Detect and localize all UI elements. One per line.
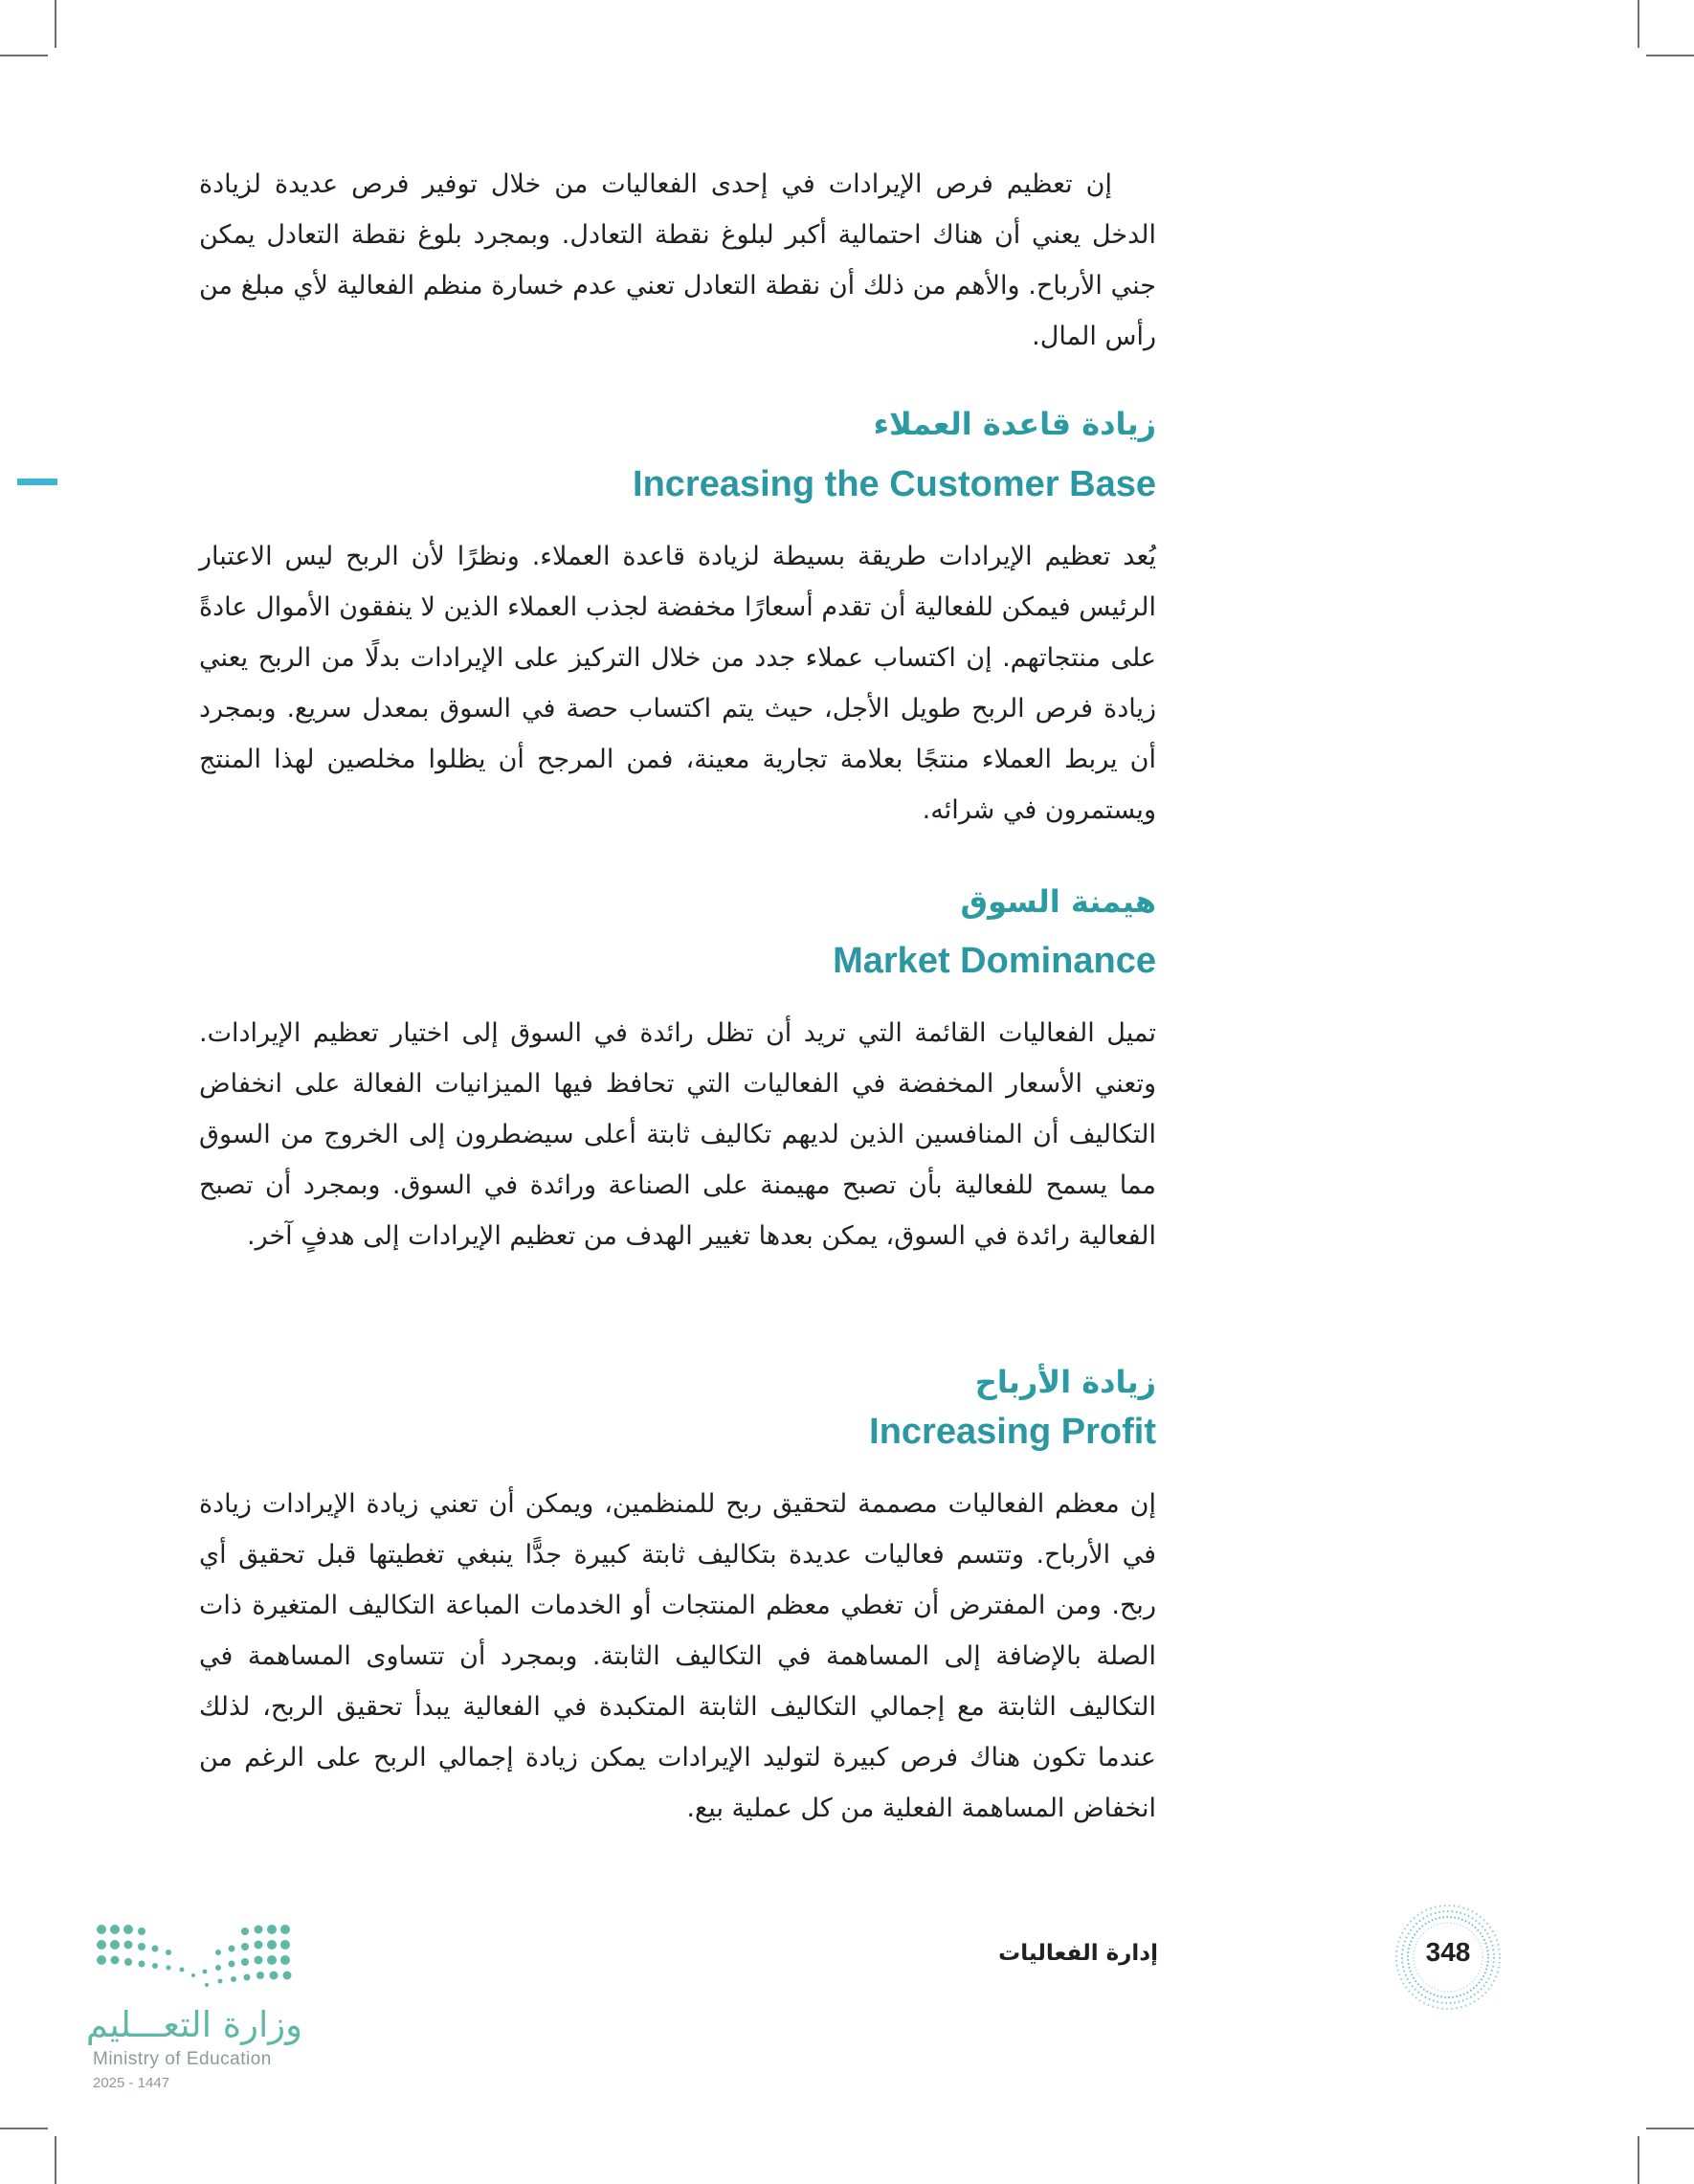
section-paragraph-increasing-profit: إن معظم الفعاليات مصممة لتحقيق ربح للمنظمين، ويمكن أن تعني زيادة الإيرادات زيادة في الأرباح. وتتسم فعاليات عديدة بتكاليف ثابتة كبيرة جدًّا ينبغي تغطيتها قبل تحقيق أي ربح. ومن المفترض أن تغطي معظم المنتجات أو الخدمات المباعة التكاليف المتغيرة ذات الصلة بالإضافة إلى المساهمة في التكاليف الثابتة. وبمجرد أن تتساوى المساهمة في التكاليف الثابتة مع إجمالي التكاليف الثابتة المتكبدة في الفعالية يبدأ تحقيق الربح، لذلك عندما تكون هناك فرص كبيرة لتوليد الإيرادات يمكن زيادة إجمالي الربح على الرغم من انخفاض المساهمة الفعلية من كل عملية بيع.	[199, 1489, 1156, 1823]
page-number: 348	[1425, 1937, 1471, 1967]
ministry-name-ar: وزارة التعـــليم	[85, 2004, 302, 2045]
ministry-name-en: Ministry of Education	[93, 2049, 272, 2069]
section-heading-en-customer-base: Increasing the Customer Base	[633, 464, 1156, 504]
ministry-logo-icon	[92, 1914, 302, 2002]
section-heading-ar-increasing-profit: زيادة الأرباح	[974, 1364, 1156, 1400]
section-heading-en-market-dominance: Market Dominance	[833, 941, 1156, 981]
intro-paragraph: إن تعظيم فرص الإيرادات في إحدى الفعاليات من خلال توفير فرص عديدة لزيادة الدخل يعني أن هناك احتمالية أكبر لبلوغ نقطة التعادل. وبمجرد بلوغ نقطة التعادل يمكن جني الأرباح. والأهم من ذلك أن نقطة التعادل تعني عدم خسارة منظم الفعالية لأي مبلغ من رأس المال.	[199, 169, 1156, 351]
section-heading-en-increasing-profit: Increasing Profit	[869, 1412, 1156, 1452]
section-heading-ar-market-dominance: هيمنة السوق	[960, 883, 1156, 920]
section-heading-ar-customer-base: زيادة قاعدة العملاء	[873, 406, 1156, 442]
book-title: إدارة الفعاليات	[998, 1941, 1158, 1966]
section-market-dominance	[199, 1008, 1156, 1261]
crop-mark-top-left-h	[0, 55, 48, 56]
academic-year: 2025 - 1447	[93, 2075, 170, 2091]
section-paragraph-customer-base: يُعد تعظيم الإيرادات طريقة بسيطة لزيادة قاعدة العملاء. ونظرًا لأن الربح ليس الاعتبار الرئيس فيمكن للفعالية أن تقدم أسعارًا مخفضة لجذب العملاء الذين لا ينفقون الأموال عادةً على منتجاتهم. إن اكتساب عملاء جدد من خلال التركيز على الإيرادات بدلًا من الربح يعني زيادة فرص الربح طويل الأجل، حيث يتم اكتساب حصة في السوق بمعدل سريع. وبمجرد أن يربط العملاء منتجًا بعلامة تجارية معينة، فمن المرجح أن يظلوا مخلصين لهذا المنتج ويستمرون في شرائه.	[199, 542, 1156, 825]
crop-mark-top-left-v	[55, 0, 56, 48]
crop-mark-bottom-right-v	[1638, 2136, 1639, 2184]
crop-mark-top-right-v	[1638, 0, 1639, 48]
section-increasing-profit	[199, 1479, 1156, 1834]
crop-mark-bottom-right-h	[1646, 2128, 1694, 2129]
crop-mark-bottom-left-v	[55, 2136, 56, 2184]
intro-block	[199, 159, 1156, 362]
section-customer-base	[199, 531, 1156, 836]
crop-mark-bottom-left-h	[0, 2128, 48, 2129]
crop-mark-top-right-h	[1646, 55, 1694, 56]
section-paragraph-market-dominance: تميل الفعاليات القائمة التي تريد أن تظل رائدة في السوق إلى اختيار تعظيم الإيرادات. وتعني الأسعار المخفضة في الفعاليات التي تحافظ فيها الميزانيات الفعالة على انخفاض التكاليف أن المنافسين الذين لديهم تكاليف ثابتة أعلى سيضطرون إلى الخروج من السوق مما يسمح للفعالية بأن تصبح مهيمنة على الصناعة ورائدة في السوق. وبمجرد أن تصبح الفعالية رائدة في السوق، يمكن بعدها تغيير الهدف من تعظيم الإيرادات إلى هدفٍ آخر.	[199, 1018, 1156, 1251]
margin-accent-bar	[17, 479, 57, 485]
